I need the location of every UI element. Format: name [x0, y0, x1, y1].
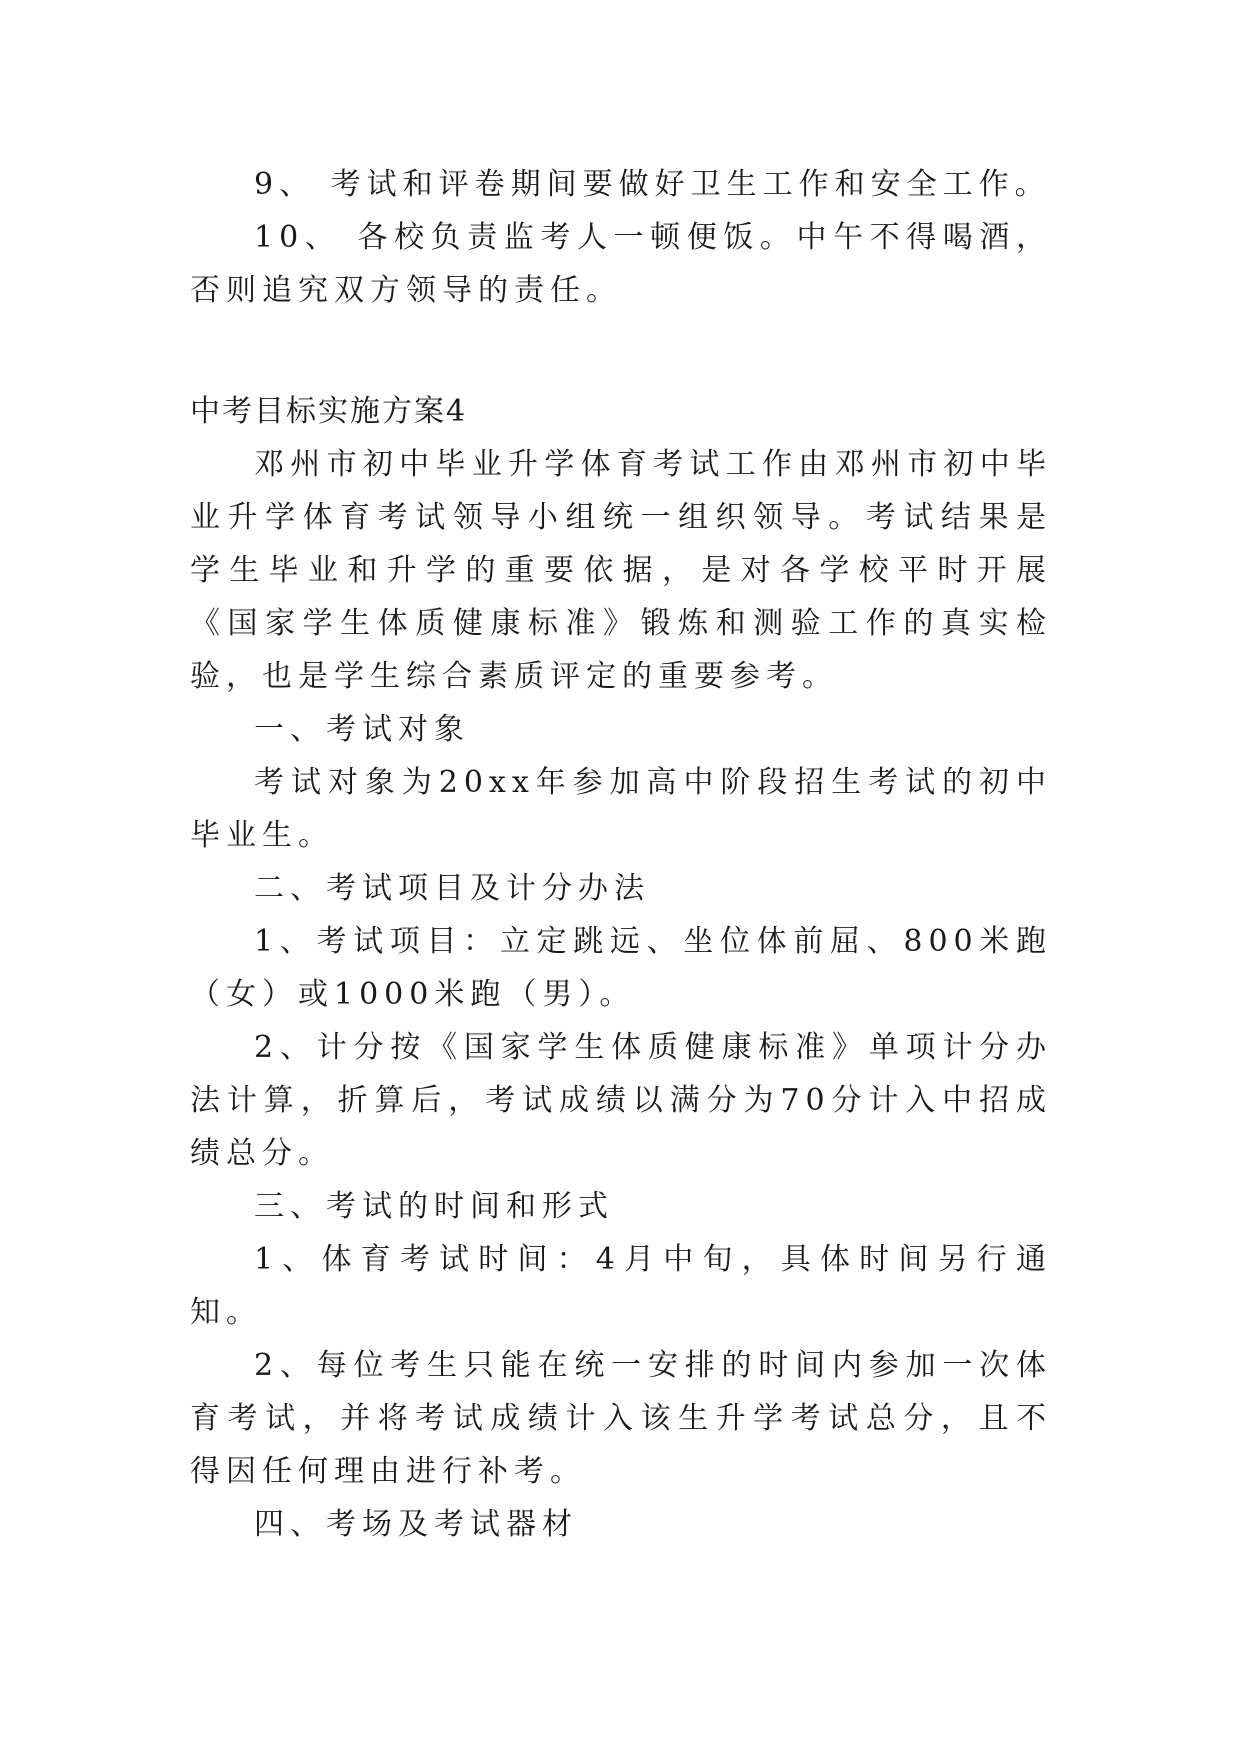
- paragraph-exam-items: 1、考试项目：立定跳远、坐位体前屈、800米跑（女）或1000米跑（男）。: [190, 924, 1052, 1012]
- paragraph-exam-once: 2、每位考生只能在统一安排的时间内参加一次体育考试，并将考试成绩计入该生升学考试总分，且不得因任何理由进行补考。: [190, 1348, 1052, 1489]
- heading-exam-items-scoring: 二、考试项目及计分办法: [254, 871, 650, 906]
- paragraph-scoring: 2、计分按《国家学生体质健康标准》单项计分办法计算，折算后，考试成绩以满分为70分计入中招成绩总分。: [190, 1030, 1052, 1171]
- document-body: [190, 158, 1052, 1551]
- paragraph-exam-time: 1、体育考试时间：4月中旬，具体时间另行通知。: [190, 1242, 1052, 1330]
- heading-exam-subjects: 一、考试对象: [254, 712, 470, 747]
- section-title: 中考目标实施方案4: [190, 394, 468, 429]
- heading-exam-time-format: 三、考试的时间和形式: [254, 1189, 614, 1224]
- section-spacer: [190, 317, 1052, 385]
- paragraph-item-10: 10、 各校负责监考人一顿便饭。中午不得喝酒，否则追究双方领导的责任。: [190, 220, 1052, 308]
- heading-venue-equipment: 四、考场及考试器材: [254, 1507, 578, 1542]
- paragraph-item-9: 9、 考试和评卷期间要做好卫生工作和安全工作。: [254, 167, 1051, 202]
- paragraph-exam-subjects: 考试对象为20xx年参加高中阶段招生考试的初中毕业生。: [190, 765, 1052, 853]
- paragraph-intro: 邓州市初中毕业升学体育考试工作由邓州市初中毕业升学体育考试领导小组统一组织领导。考试结果是学生毕业和升学的重要依据，是对各学校平时开展《国家学生体质健康标准》锻炼和测验工作的真实检验，也是学生综合素质评定的重要参考。: [190, 447, 1052, 694]
